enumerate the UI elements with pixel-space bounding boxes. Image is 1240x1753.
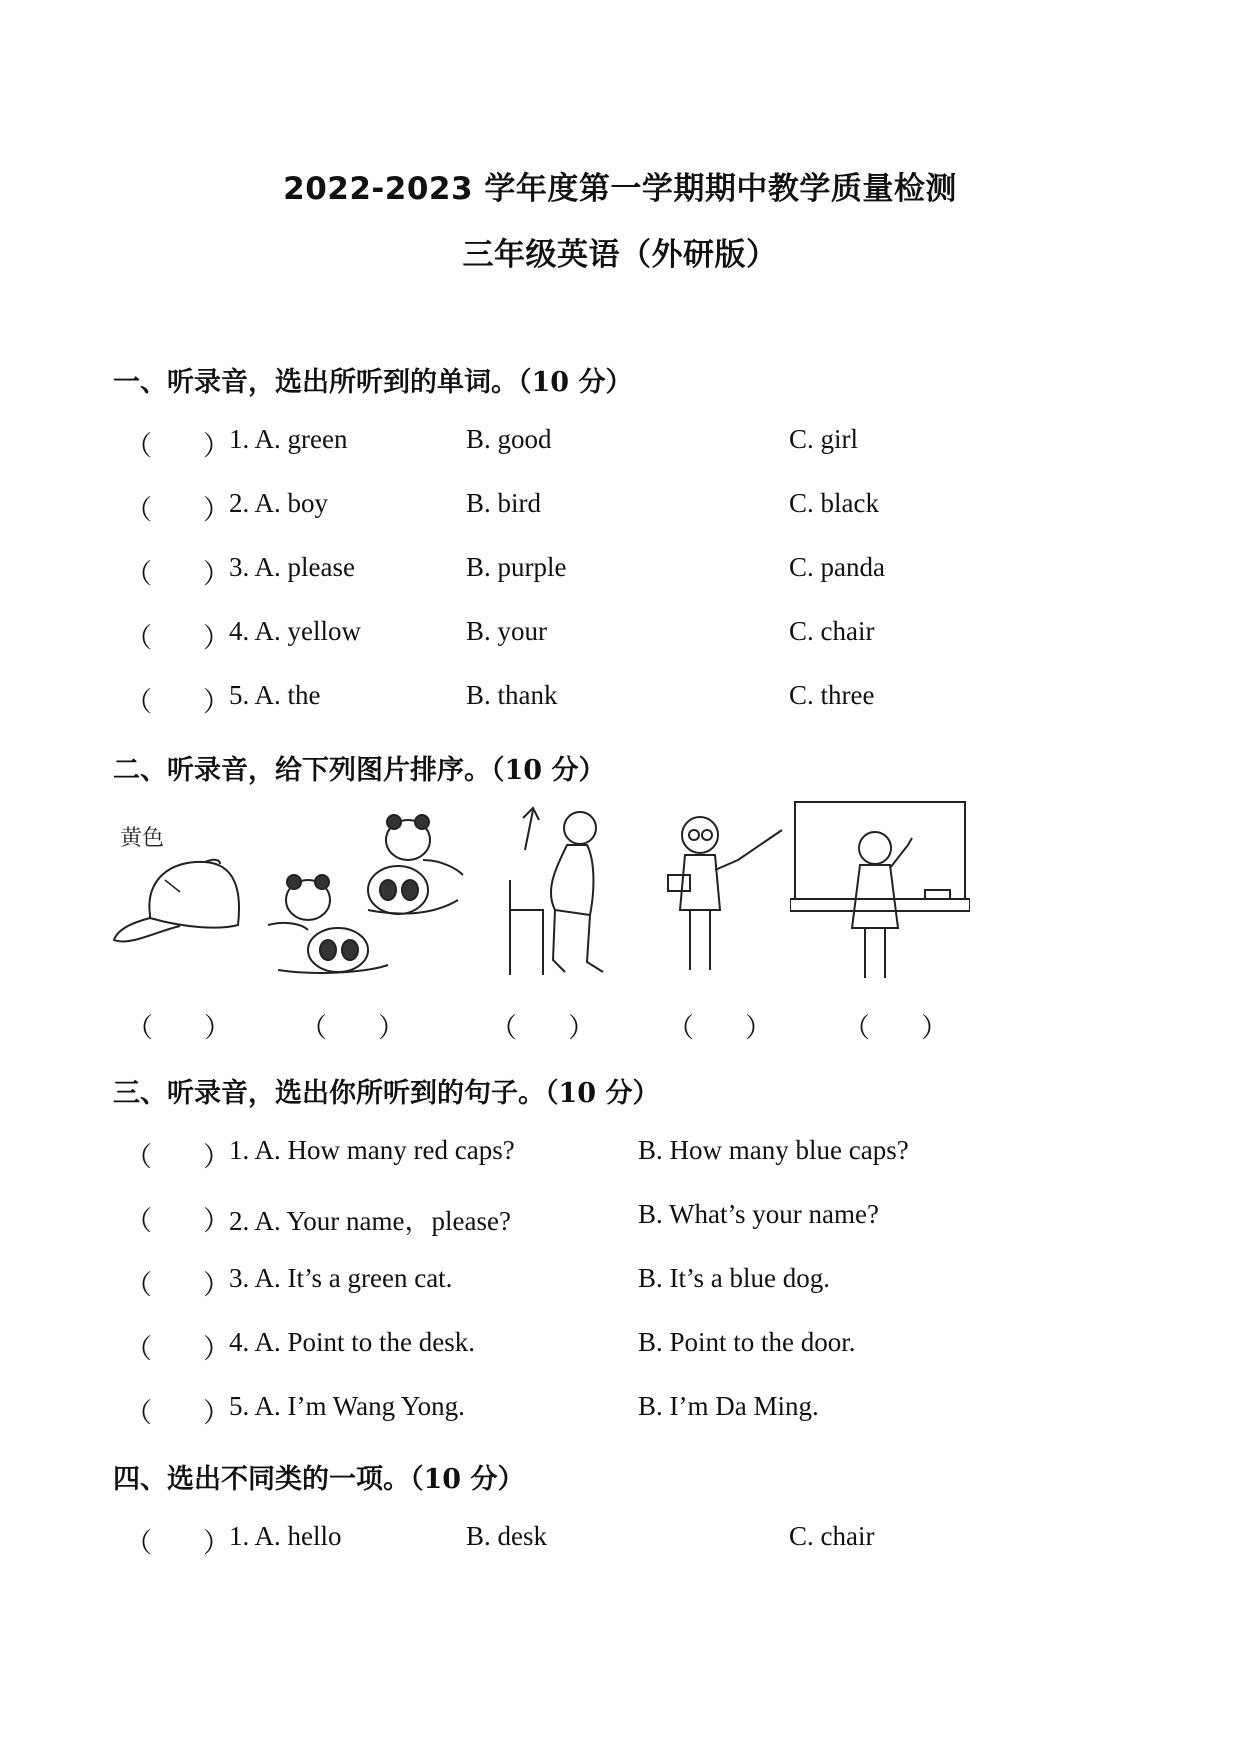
teacher-body bbox=[680, 855, 720, 910]
book bbox=[668, 875, 690, 891]
teacher-legs bbox=[690, 910, 710, 970]
answer-paren-open[interactable]: （ bbox=[125, 495, 152, 525]
yellow-cap-picture bbox=[110, 800, 245, 960]
question-row bbox=[0, 680, 1240, 720]
cap-brim bbox=[114, 918, 180, 941]
teacher-glasses bbox=[689, 830, 699, 840]
option-b: B. bird bbox=[466, 488, 542, 518]
section-4-heading: 四、选出不同类的一项。（10 分） bbox=[113, 1464, 525, 1495]
answer-paren-open[interactable]: （ bbox=[125, 1142, 152, 1172]
question-row bbox=[0, 424, 1240, 464]
picture-answer-open[interactable]: （ bbox=[126, 1013, 153, 1043]
option-a: A. yellow bbox=[254, 616, 361, 646]
answer-paren-close: ） bbox=[203, 623, 230, 653]
section-2-heading: 二、听录音，给下列图片排序。（10 分） bbox=[113, 755, 606, 786]
picture-answer-close: ） bbox=[745, 1013, 772, 1043]
pandas-picture bbox=[258, 800, 480, 980]
option-c: C. panda bbox=[789, 552, 885, 582]
question-number: 5. bbox=[229, 680, 250, 710]
option-b: B. purple bbox=[466, 552, 567, 582]
boy-leg bbox=[553, 910, 565, 972]
option-a: A. please bbox=[254, 552, 355, 582]
picture-answer-open[interactable]: （ bbox=[843, 1013, 870, 1043]
question-number: 5. bbox=[229, 1391, 250, 1421]
option-b: B. What’s your name? bbox=[638, 1199, 879, 1229]
cap-seam bbox=[165, 880, 180, 892]
option-b: B. I’m Da Ming. bbox=[638, 1391, 819, 1421]
answer-paren-close: ） bbox=[203, 1398, 230, 1428]
question-number: 2. bbox=[229, 1206, 250, 1236]
panda-group-bottom bbox=[268, 875, 388, 973]
option-b: B. Point to the door. bbox=[638, 1327, 856, 1357]
answer-paren-close: ） bbox=[203, 1142, 230, 1172]
exam-title: 2022-2023 学年度第一学期期中教学质量检测 bbox=[283, 171, 957, 207]
answer-paren-open[interactable]: （ bbox=[125, 1528, 152, 1558]
boy-leg bbox=[587, 915, 603, 972]
option-c: C. chair bbox=[789, 616, 875, 646]
option-a: A. Point to the desk. bbox=[254, 1327, 476, 1357]
answer-paren-close: ） bbox=[203, 687, 230, 717]
option-a: A. I’m Wang Yong. bbox=[254, 1391, 465, 1421]
question-row bbox=[0, 1521, 1240, 1561]
picture-answer-open[interactable]: （ bbox=[667, 1013, 694, 1043]
question-number: 1. bbox=[229, 424, 250, 454]
answer-paren-open[interactable]: （ bbox=[125, 559, 152, 589]
question-number: 3. bbox=[229, 552, 250, 582]
section-3-heading: 三、听录音，选出你所听到的句子。（10 分） bbox=[113, 1078, 660, 1109]
option-a: A. boy bbox=[254, 488, 329, 518]
option-a: A. the bbox=[254, 680, 321, 710]
picture-answer-close: ） bbox=[921, 1013, 948, 1043]
answer-paren-close: ） bbox=[203, 1206, 230, 1236]
answer-paren-open[interactable]: （ bbox=[125, 1206, 152, 1236]
option-b: B. It’s a blue dog. bbox=[638, 1263, 830, 1293]
option-b: B. How many blue caps? bbox=[638, 1135, 909, 1165]
girl-dress bbox=[852, 865, 898, 928]
picture-answer-close: ） bbox=[378, 1013, 405, 1043]
option-a: A. green bbox=[254, 424, 348, 454]
answer-paren-close: ） bbox=[203, 1528, 230, 1558]
teacher-glasses bbox=[702, 830, 712, 840]
girl-head bbox=[859, 832, 891, 864]
answer-paren-close: ） bbox=[203, 495, 230, 525]
picture-answer-close: ） bbox=[204, 1013, 231, 1043]
boy-standing-picture bbox=[495, 800, 625, 985]
question-number: 4. bbox=[229, 616, 250, 646]
question-number: 4. bbox=[229, 1327, 250, 1357]
pointer-stick bbox=[715, 830, 782, 870]
option-a: A. How many red caps? bbox=[254, 1135, 515, 1165]
answer-paren-open[interactable]: （ bbox=[125, 1334, 152, 1364]
cap-label: 黄色 bbox=[120, 826, 165, 851]
answer-paren-open[interactable]: （ bbox=[125, 623, 152, 653]
question-number: 2. bbox=[229, 488, 250, 518]
option-b: B. thank bbox=[466, 680, 558, 710]
boy-head bbox=[564, 812, 596, 844]
picture-answer-close: ） bbox=[568, 1013, 595, 1043]
question-row bbox=[0, 1263, 1240, 1303]
girl-legs bbox=[865, 928, 885, 978]
blackboard bbox=[795, 802, 965, 899]
question-row bbox=[0, 1135, 1240, 1175]
question-row bbox=[0, 552, 1240, 592]
option-c: C. chair bbox=[789, 1521, 875, 1551]
question-row bbox=[0, 616, 1240, 656]
option-b: B. desk bbox=[466, 1521, 547, 1551]
option-a: A. Your name，please? bbox=[254, 1206, 511, 1236]
picture-strip bbox=[0, 800, 1240, 1000]
option-c: C. black bbox=[789, 488, 879, 518]
boy-body bbox=[551, 845, 594, 915]
question-number: 1. bbox=[229, 1135, 250, 1165]
panda-group-top bbox=[368, 815, 463, 914]
cap-crown bbox=[149, 862, 239, 928]
picture-answer-row bbox=[0, 1006, 1240, 1046]
eraser bbox=[925, 890, 950, 899]
answer-paren-close: ） bbox=[203, 559, 230, 589]
option-b: B. good bbox=[466, 424, 552, 454]
option-a: A. hello bbox=[254, 1521, 342, 1551]
blackboard-picture bbox=[790, 800, 970, 985]
answer-paren-open[interactable]: （ bbox=[125, 687, 152, 717]
option-c: C. three bbox=[789, 680, 875, 710]
exam-subtitle: 三年级英语（外研版） bbox=[462, 237, 778, 273]
question-row bbox=[0, 488, 1240, 528]
option-b: B. your bbox=[466, 616, 547, 646]
teacher-picture bbox=[660, 800, 790, 980]
picture-answer-open[interactable]: （ bbox=[300, 1013, 327, 1043]
answer-paren-open[interactable]: （ bbox=[125, 1398, 152, 1428]
answer-paren-open[interactable]: （ bbox=[125, 431, 152, 461]
chair bbox=[510, 880, 543, 975]
section-1-heading: 一、听录音，选出所听到的单词。（10 分） bbox=[113, 367, 633, 398]
chalk-tray bbox=[790, 899, 970, 911]
answer-paren-close: ） bbox=[203, 1270, 230, 1300]
option-c: C. girl bbox=[789, 424, 859, 454]
question-row bbox=[0, 1199, 1240, 1239]
answer-paren-close: ） bbox=[203, 1334, 230, 1364]
answer-paren-close: ） bbox=[203, 431, 230, 461]
question-number: 1. bbox=[229, 1521, 250, 1551]
girl-arm bbox=[890, 838, 912, 868]
question-number: 3. bbox=[229, 1263, 250, 1293]
question-row bbox=[0, 1391, 1240, 1431]
answer-paren-open[interactable]: （ bbox=[125, 1270, 152, 1300]
option-a: A. It’s a green cat. bbox=[254, 1263, 453, 1293]
picture-answer-open[interactable]: （ bbox=[490, 1013, 517, 1043]
question-row bbox=[0, 1327, 1240, 1367]
